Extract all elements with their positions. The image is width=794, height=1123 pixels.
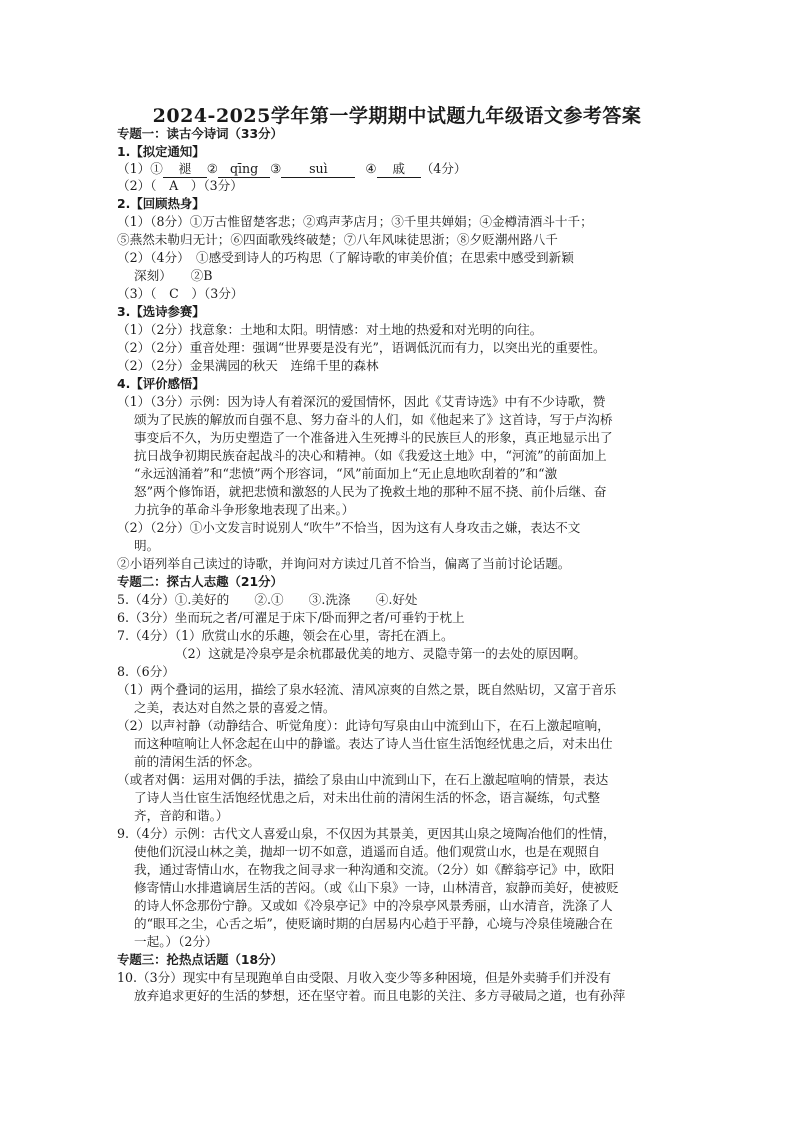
- q1-score: （4分）: [420, 161, 467, 176]
- s2-line-9: 而这种喧响让人怀念起在山中的静谧。表达了诗人当仕宦生活饱经忧患之后，对未出仕: [134, 736, 613, 751]
- q4-line-8: （2）（2分）①小文发言时说别人“吹牛”不恰当，因为这有人身攻击之嫌，表达不文: [117, 520, 581, 535]
- s2-line-18: 的诗人怀念那份宁静。又或如《冷泉亭记》中的冷泉亭风景秀丽，山水清音，洗涤了人: [134, 898, 613, 913]
- s2-line-12: 了诗人当仕宦生活饱经忧患之后，对未出仕前的清闲生活的怀念，语言凝练，句式整: [134, 790, 600, 805]
- q1-item-1-label: （1）①: [117, 161, 163, 176]
- s2-line-6: （1）两个叠词的运用，描绘了泉水轻流、清风凉爽的自然之景，既自然贴切，又富于音乐: [117, 682, 617, 697]
- q1-blank-2: qīng: [218, 160, 270, 178]
- s2-line-15: 使他们沉浸山林之美，抛却一切不如意，逍遥而自适。他们观赏山水，也是在观照自: [134, 844, 600, 859]
- q1-item-2-label: ②: [206, 161, 219, 176]
- s2-line-2: 6.（3分）坐而玩之者/可濯足于床下/卧而狎之者/可垂钓于枕上: [117, 610, 465, 625]
- q1-blank-4: 戚: [377, 160, 421, 178]
- q4-line-4: 抗日战争初期民族奋起战斗的决心和精神。（如《我爱这土地》中，“河流”的前面加上: [134, 448, 607, 463]
- q4-line-7: 力抗争的革命斗争形象地表现了出来。）: [134, 502, 355, 517]
- q1-blank-3: suì: [281, 160, 355, 178]
- section-1-heading: 专题一：读古今诗词（33分）: [117, 126, 283, 141]
- q4-line-9: 明。: [134, 538, 160, 553]
- q4-line-10: ②小语列举自己读过的诗歌，并询问对方读过几首不恰当，偏离了当前讨论话题。: [117, 556, 571, 571]
- s2-line-11: （或者对偶：运用对偶的手法，描绘了泉由山中流到山下，在石上激起喧响的情景，表达: [117, 772, 609, 787]
- s3-line-2: 放弃追求更好的生活的梦想，还在坚守着。而且电影的关注、多方寻破局之道，也有孙萍: [134, 988, 626, 1003]
- q4-line-3: 事变后不久，为历史塑造了一个准备进入生死搏斗的民族巨人的形象，真正地显示出了: [134, 430, 613, 445]
- q3-heading: 3.【选诗参赛】: [117, 304, 205, 319]
- s2-line-1: 5.（4分）①.美好的 ②.① ③.洗涤 ④.好处: [117, 592, 418, 607]
- q1-item-4-label: ④: [365, 161, 377, 176]
- s2-line-20: 一起。）（2分）: [134, 934, 218, 949]
- q1-item-3-label: ③: [270, 161, 282, 176]
- section-2-heading: 专题二：探古人志趣（21分）: [117, 574, 283, 589]
- q2-line-2: ⑤燕然未勒归无计；⑥四面歌残终破楚；⑦八年风味徒思浙；⑧夕贬潮州路八千: [117, 232, 558, 247]
- section-3-heading: 专题三：抡热点话题（18分）: [117, 952, 283, 967]
- s2-line-5: 8.（6分）: [117, 664, 175, 679]
- q3-line-3: （2）（2分）金果满园的秋天 连绵千里的森林: [117, 358, 379, 373]
- document-title: 2024-2025学年第一学期期中试题九年级语文参考答案: [152, 105, 642, 127]
- s2-line-10: 前的清闲生活的怀念。: [134, 754, 260, 769]
- s2-line-3: 7.（4分）（1）欣赏山水的乐趣，领会在心里，寄托在酒上。: [117, 628, 454, 643]
- q2-line-1: （1）（8分）①万古惟留楚客悲；②鸡声茅店月；③千里共婵娟；④金樽清酒斗十千；: [117, 214, 593, 229]
- s2-line-14: 9.（4分）示例：古代文人喜爱山泉，不仅因为其景美，更因其山泉之境陶冶他们的性情，: [117, 826, 616, 841]
- q4-line-5: “永远汹涌着”和“悲愤”两个形容词，“风”前面加上“无止息地吹刮着的”和“激: [134, 466, 558, 481]
- q4-line-6: 怒”两个修饰语，就把悲愤和激怒的人民为了挽救土地的那种不屈不挠、前仆后继、奋: [134, 484, 607, 499]
- s2-line-16: 我，通过寄情山水，在物我之间寻求一种沟通和交流。（2分）如《醉翁亭记》中，欧阳: [134, 862, 615, 877]
- q3-line-1: （1）（2分）找意象：土地和太阳。明情感：对土地的热爱和对光明的向往。: [117, 322, 543, 337]
- q1-line-2: （2）（ A ）（3分）: [117, 178, 243, 193]
- q1-line-1: [117, 160, 466, 178]
- q4-line-1: （1）（3分）示例：因为诗人有着深沉的爱国情怀，因此《艾青诗选》中有不少诗歌，赞: [117, 394, 606, 409]
- s2-line-19: 的“眼耳之尘，心舌之垢”，使贬谪时期的白居易内心趋于平静，心境与冷泉佳境融合在: [134, 916, 613, 931]
- q1-heading: 1.【拟定通知】: [117, 144, 205, 159]
- s2-line-7: 之美，表达对自然之景的喜爱之情。: [134, 700, 336, 715]
- s3-line-1: 10.（3分）现实中有呈现跑单自由受限、月收入变少等多种困境，但是外卖骑手们并没有: [117, 970, 612, 985]
- q4-heading: 4.【评价感悟】: [117, 376, 205, 391]
- q4-line-2: 颂为了民族的解放而自强不息、努力奋斗的人们，如《他起来了》这首诗，写于卢沟桥: [134, 412, 613, 427]
- s2-line-8: （2）以声衬静（动静结合、听觉角度）：此诗句写泉由山中流到山下，在石上激起喧响，: [117, 718, 610, 733]
- q3-line-2: （2）（2分）重音处理：强调“世界要是没有光”，语调低沉而有力，以突出光的重要性。: [117, 340, 606, 355]
- s2-line-13: 齐，音韵和谐。）: [134, 808, 229, 823]
- q2-line-5: （3）（ C ）（3分）: [117, 286, 244, 301]
- q2-line-4: 深刻） ②B: [134, 268, 213, 283]
- s2-line-4: （2）这就是冷泉亭是余杭郡最优美的地方、灵隐寺第一的去处的原因啊。: [175, 646, 587, 661]
- q2-line-3: （2）（4分） ①感受到诗人的巧构思（了解诗歌的审美价值；在思索中感受到新颖: [117, 250, 574, 265]
- q2-heading: 2.【回顾热身】: [117, 196, 205, 211]
- q1-blank-1: 褪: [163, 160, 207, 178]
- s2-line-17: 修寄情山水排遣谪居生活的苦闷。（或《山下泉》一诗，山林清音，寂静而美好，使被贬: [134, 880, 619, 895]
